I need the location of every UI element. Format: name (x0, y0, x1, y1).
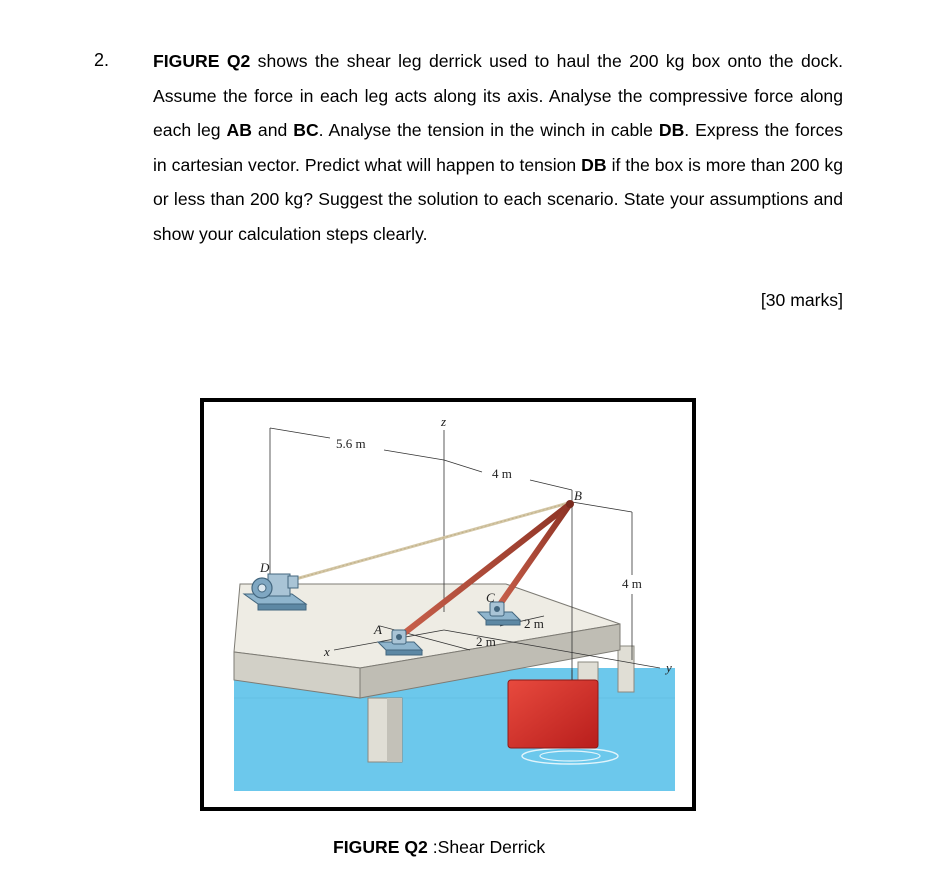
question-text (153, 44, 843, 251)
box-200kg (508, 680, 598, 748)
joint-b (566, 500, 574, 508)
dim-5-6m-label: 5.6 m (336, 436, 366, 451)
cable-db-2: DB (581, 154, 607, 175)
question-sentence-4: if the box is more than 200 kg or less than 200 kg? Suggest the solution to each scenario. State your assumptions and show your calculation steps clearly. (153, 154, 843, 244)
x-axis-label: x (324, 644, 330, 659)
caption-title: :Shear Derrick (427, 837, 546, 857)
dim-4m-side-label: 4 m (622, 576, 642, 591)
marks-label: [30 marks] (760, 290, 843, 310)
member-ab: AB (226, 120, 252, 140)
conjunction-and: and (251, 120, 294, 140)
point-d-label: D (260, 560, 270, 575)
dim-4m-top-label: 4 m (492, 466, 512, 481)
point-c-label: C (486, 590, 495, 605)
z-axis-label: z (441, 414, 447, 429)
caption-figure-ref: FIGURE Q2 (333, 837, 428, 857)
question-sentence-1: shows the shear leg derrick used to haul the 200 kg box onto the dock. Assume the force in each leg acts along its axis. Analyse the compressive force along each leg (153, 51, 844, 140)
y-axis-label: y (666, 660, 672, 675)
question-number: 2. (94, 50, 110, 70)
figure-q2 (200, 398, 696, 811)
member-bc: BC (293, 120, 319, 140)
point-a-label: A (374, 622, 382, 637)
question-sentence-3: . Express the forces in cartesian vector. Predict what will happen to tension (153, 120, 843, 175)
dim-2m-label-1: 2 m (476, 634, 496, 649)
dock-piling (618, 646, 634, 692)
dim-2m-label-2: 2 m (524, 616, 544, 631)
figure-caption (333, 837, 545, 858)
question-sentence-2: . Analyse the tension in the winch in cable (318, 120, 659, 140)
cable-db: DB (658, 120, 685, 140)
figure-reference: FIGURE Q2 (153, 51, 251, 71)
point-b-label: B (574, 488, 582, 503)
derrick-diagram (200, 398, 696, 811)
